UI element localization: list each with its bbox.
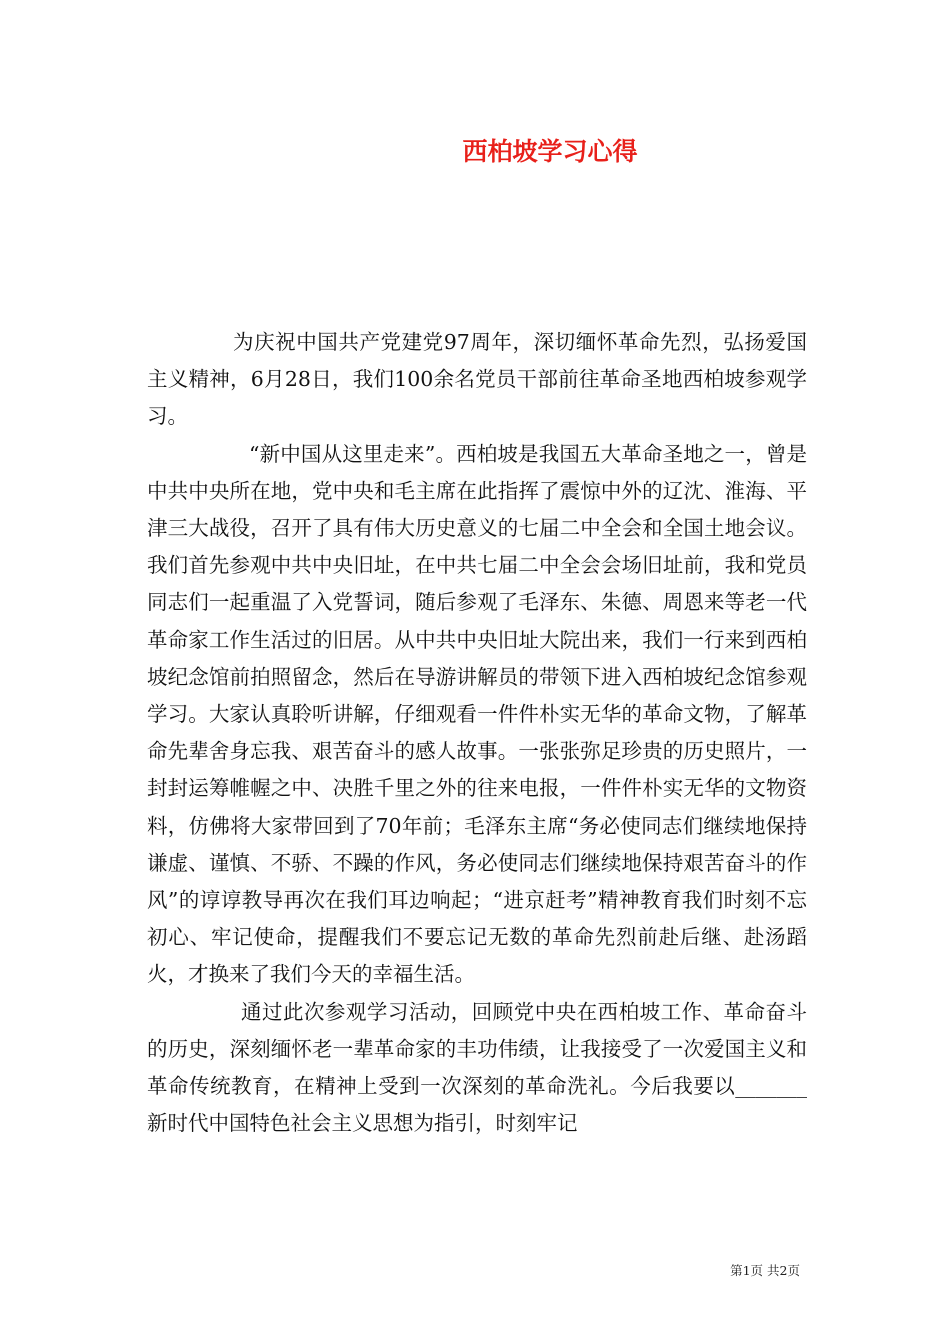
page-number-footer: 第1页 共2页 — [730, 1263, 800, 1278]
paragraph-3: 通过此次参观学习活动，回顾党中央在西柏坡工作、革命奋斗的历史，深刻缅怀老一辈革命家的丰功伟绩，让我接受了一次爱国主义和革命传统教育，在精神上受到一次深刻的革命洗礼。今后我要以_______新时代中国特色社会主义思想为指引，时刻牢记 — [147, 999, 807, 1136]
paragraph-1: 为庆祝中国共产党建党97周年，深切缅怀革命先烈，弘扬爱国主义精神，6月28日，我们100余名党员干部前往革命圣地西柏坡参观学习。 — [147, 330, 807, 429]
document-body — [147, 324, 807, 1142]
paragraph-2: “新中国从这里走来”。西柏坡是我国五大革命圣地之一，曾是中共中央所在地，党中央和毛主席在此指挥了震惊中外的辽沈、淮海、平津三大战役，召开了具有伟大历史意义的七届二中全会和全国土地会议。我们首先参观中共中央旧址，在中共七届二中全会会场旧址前，我和党员同志们一起重温了入党誓词，随后参观了毛泽东、朱德、周恩来等老一代革命家工作生活过的旧居。从中共中央旧址大院出来，我们一行来到西柏坡纪念馆前拍照留念，然后在导游讲解员的带领下进入西柏坡纪念馆参观学习。大家认真聆听讲解，仔细观看一件件朴实无华的革命文物，了解革命先辈舍身忘我、艰苦奋斗的感人故事。一张张弥足珍贵的历史照片，一封封运筹帷幄之中、决胜千里之外的往来电报，一件件朴实无华的文物资料，仿佛将大家带回到了70年前；毛泽东主席“务必使同志们继续地保持谦虚、谨慎、不骄、不躁的作风，务必使同志们继续地保持艰苦奋斗的作风”的谆谆教导再次在我们耳边响起；“进京赶考”精神教育我们时刻不忘初心、牢记使命，提醒我们不要忘记无数的革命先烈前赴后继、赴汤蹈火，才换来了我们今天的幸福生活。 — [147, 441, 807, 987]
document-title: 西柏坡学习心得 — [462, 137, 638, 166]
